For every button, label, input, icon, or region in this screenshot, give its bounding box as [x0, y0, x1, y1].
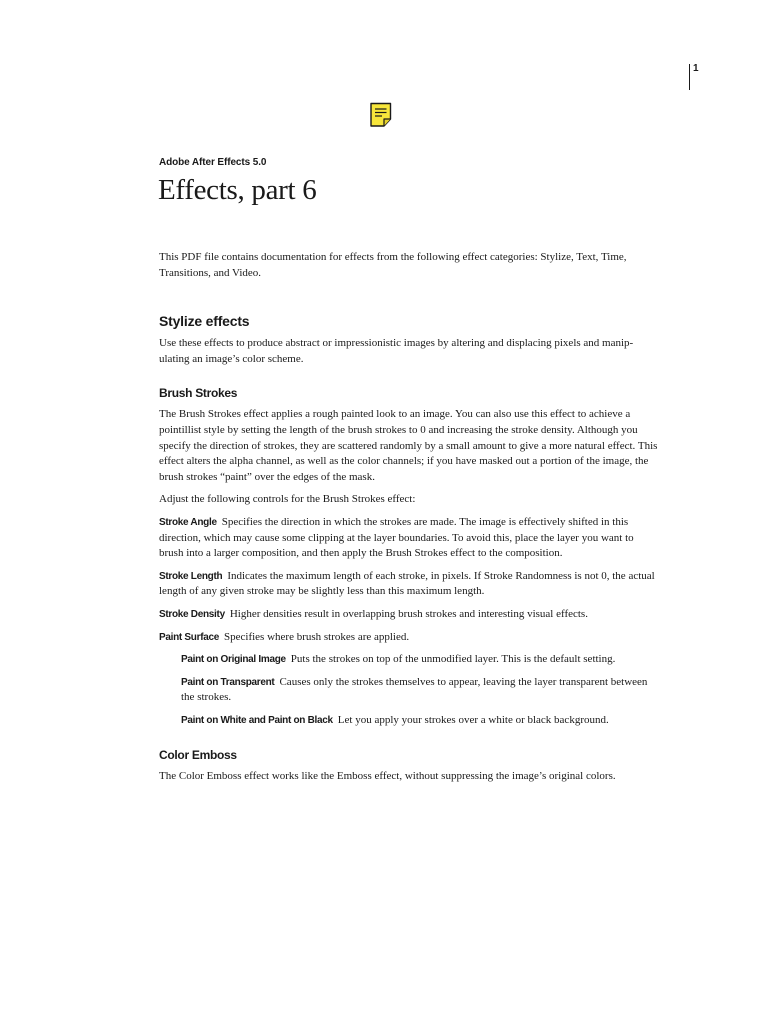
page-number: 1: [693, 63, 699, 74]
option-paint-on-transparent: [159, 675, 659, 706]
control-stroke-density: [159, 607, 659, 623]
control-stroke-length: [159, 569, 659, 600]
sticky-note-icon[interactable]: [369, 102, 393, 128]
page-number-rule: [689, 64, 690, 90]
option-description: Causes only the strokes themselves to appear, leaving the layer transparent between the strokes.: [181, 675, 648, 704]
option-term: Paint on Original Image: [181, 654, 286, 666]
control-term: Stroke Density: [159, 608, 225, 620]
option-term: Paint on White and Paint on Black: [181, 714, 333, 726]
document-title: Effects, part 6: [158, 174, 317, 206]
control-description: Higher densities result in overlapping brush strokes and interesting visual effects.: [229, 607, 588, 620]
stylize-effects-heading: Stylize effects: [159, 313, 250, 330]
option-description: Puts the strokes on top of the unmodified layer. This is the default setting.: [290, 653, 616, 666]
option-paint-on-original-image: [159, 652, 659, 668]
control-description: Specifies the direction in which the strokes are made. The image is effectively shifted in this direction, which may cause some clipping at the layer boundaries. To avoid this, place the layer you want to brush into a larger composition, and then apply the Brush Strokes effect to the composition.: [159, 515, 634, 560]
option-term: Paint on Transparent: [181, 676, 275, 688]
control-stroke-angle: [159, 515, 659, 562]
document-body: [159, 250, 659, 785]
intro-paragraph: This PDF file contains documentation for effects from the following effect categories: Stylize, Text, Time, Transitions, and Video.: [159, 251, 627, 279]
color-emboss-paragraph: The Color Emboss effect works like the Emboss effect, without suppressing the image’s original colors.: [159, 770, 616, 783]
brush-strokes-heading: Brush Strokes: [159, 386, 238, 401]
brush-strokes-adjust-paragraph: Adjust the following controls for the Brush Strokes effect:: [159, 493, 416, 506]
stylize-effects-paragraph: Use these effects to produce abstract or impressionistic images by altering and displacing pixels and manip-ulating an image’s color scheme.: [159, 337, 634, 365]
control-description: Indicates the maximum length of each stroke, in pixels. If Stroke Randomness is not 0, the actual length of any given stroke may be slightly less than this maximum length.: [159, 569, 655, 598]
option-description: Let you apply your strokes over a white or black background.: [337, 713, 609, 726]
option-paint-on-white-and-black: [159, 713, 659, 729]
color-emboss-heading: Color Emboss: [159, 748, 237, 763]
brush-strokes-paragraph: The Brush Strokes effect applies a rough painted look to an image. You can also use this effect to achieve a pointillist style by setting the length of the brush strokes to 0 and increasing the stroke density. Although you specify the direction of strokes, they are scattered randomly by a small amount to give a more natural effect. This effect alters the alpha channel, as well as the color channels; if you have masked out a portion of the image, the brush strokes “paint” over the edges of the mask.: [159, 408, 658, 483]
control-term: Stroke Angle: [159, 516, 217, 528]
control-paint-surface: [159, 630, 659, 646]
control-description: Specifies where brush strokes are applied.: [224, 630, 410, 643]
control-term: Paint Surface: [159, 631, 220, 643]
control-term: Stroke Length: [159, 570, 223, 582]
product-name: Adobe After Effects 5.0: [159, 157, 267, 168]
